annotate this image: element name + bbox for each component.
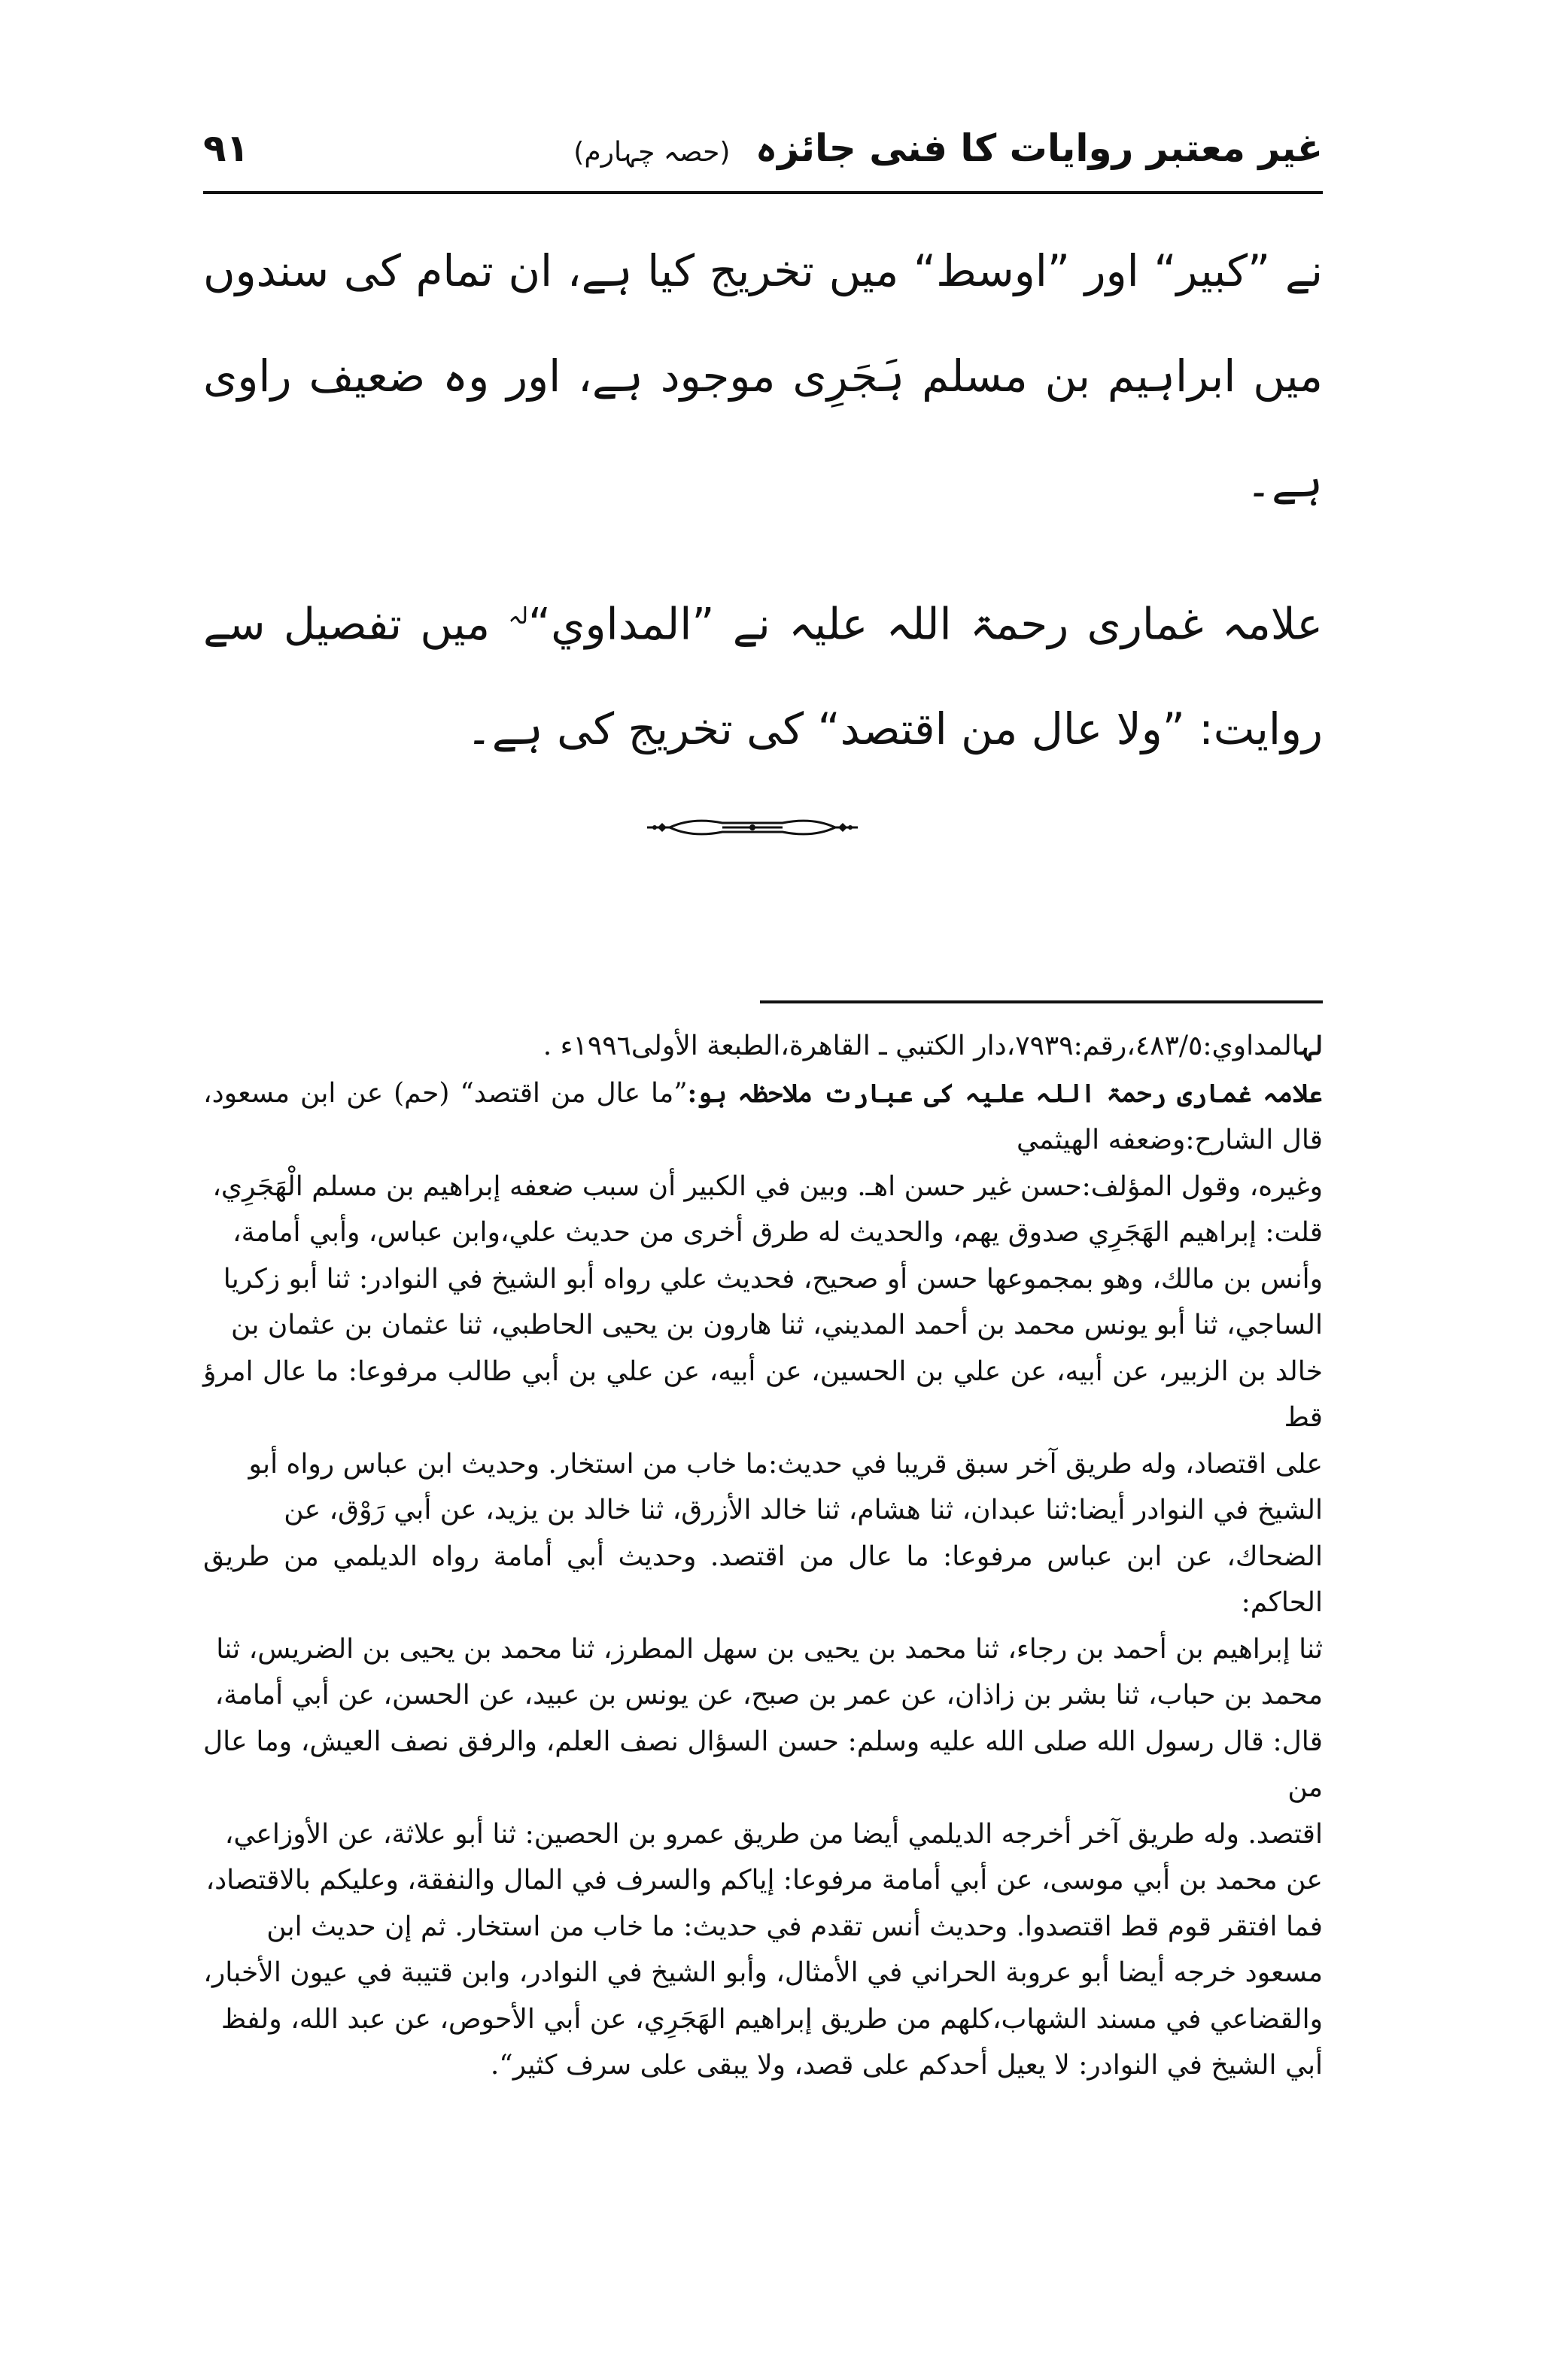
footnote-line: فما افتقر قوم قط اقتصدوا. وحديث أنس تقدم في حديث: ما خاب من استخار. ثم إن حديث ابن [266, 1911, 1323, 1942]
footnote-line: الساجي، ثنا أبو يونس محمد بن أحمد المديني، ثنا هارون بن يحيى الحاطبي، ثنا عثمان بن عثمان بن [231, 1310, 1323, 1340]
footnote-line-1 [203, 1070, 1323, 1164]
footnote-line: الضحاك، عن ابن عباس مرفوعا: ما عال من اقتصد. وحديث أبي أمامة رواه الديلمي من طريق الحاكم: [203, 1541, 1323, 1618]
footnote-citation-mark: لہ [1299, 1031, 1323, 1061]
footnote-line: ثنا إبراهيم بن أحمد بن رجاء، ثنا محمد بن يحيى بن سهل المطرز، ثنا محمد بن يحيى بن الضريس، ثنا [216, 1633, 1323, 1665]
page-number: ۹۱ [203, 126, 250, 170]
footnote-line: وغيره، وقول المؤلف:حسن غير حسن اهـ. وبين في الكبير أن سبب ضعفه إبراهيم بن مسلم الْهَجَرِي، [212, 1170, 1323, 1202]
footnote-divider [760, 1000, 1323, 1003]
footnote-line: اقتصد. وله طريق آخر أخرجه الديلمي أيضا من طريق عمرو بن الحصين: ثنا أبو علاثة، عن الأوزاعي، [224, 1818, 1323, 1850]
footnote-citation [203, 1023, 1323, 1070]
footnote-line: على اقتصاد، وله طريق آخر سبق قريبا في حديث:ما خاب من استخار. وحديث ابن عباس رواه أبو [248, 1448, 1323, 1480]
footnote-quote-start: ”ما عال من اقتصد“ (حم) عن ابن مسعود، قال الشارح:وضعفه الهيثمي [203, 1077, 1323, 1155]
footnote-line: مسعود خرجه أيضا أبو عروبة الحراني في الأمثال، وأبو الشيخ في النوادر، وابن قتيبة في عيون الأخبار، [203, 1957, 1323, 1988]
paragraph-2 [203, 564, 1323, 782]
header-divider [203, 191, 1323, 194]
section-ornament [640, 812, 865, 842]
running-header [203, 126, 1323, 187]
paragraph-2-part-a: علامہ غماری رحمۃ اللہ علیہ نے ”المداوي“ [528, 598, 1324, 650]
header-title [573, 126, 1323, 170]
footnote-line: وأنس بن مالك، وهو بمجموعها حسن أو صحيح، فحديث علي رواه أبو الشيخ في النوادر: ثنا أبو زكريا [223, 1263, 1323, 1295]
footnote-line: قال: قال رسول الله صلى الله عليه وسلم: حسن السؤال نصف العلم، والرفق نصف العيش، وما عال من [203, 1726, 1323, 1803]
paragraph-2-part-b: میں تفصیل سے روایت: ”ولا عال من اقتصد“ کی تخریج کی ہے۔ [203, 598, 1323, 755]
footnote-line: خالد بن الزبير، عن أبيه، عن علي بن الحسين، عن أبيه، عن علي بن أبي طالب مرفوعا: ما عال امرؤ قط [203, 1355, 1323, 1433]
footnote-line: أبي الشيخ في النوادر: لا يعيل أحدكم على قصد، ولا يبقى على سرف كثير“. [490, 2050, 1323, 2081]
footnote-line: عن محمد بن أبي موسى، عن أبي أمامة مرفوعا: إياكم والسرف في المال والنفقة، وعليكم بالاقتصاد، [205, 1865, 1323, 1896]
footnote-line: محمد بن حباب، ثنا بشر بن زاذان، عن عمر بن صبح، عن يونس بن عبيد، عن الحسن، عن أبي أمامة، [214, 1680, 1323, 1711]
footnote-citation-text: المداوي:٤٨٣/٥،رقم:٧٩٣٩،دار الكتبي ـ القاهرة،الطبعة الأولى١٩٩٦ء . [543, 1031, 1300, 1061]
main-text [203, 218, 1323, 812]
footnote-line: الشيخ في النوادر أيضا:ثنا عبدان، ثنا هشام، ثنا خالد الأزرق، ثنا خالد بن يزيد، عن أبي رَوْق، عن [284, 1495, 1323, 1525]
footnote-marker: لہ [508, 603, 529, 630]
footnote-line: والقضاعي في مسند الشهاب،كلهم من طريق إبراهيم الهَجَرِي، عن أبي الأحوص، عن عبد الله، ولفظ [220, 2003, 1323, 2035]
book-title: غیر معتبر روایات کا فنی جائزہ [755, 126, 1323, 170]
footnotes [203, 1023, 1323, 2089]
book-part: (حصہ چہارم) [573, 137, 731, 168]
footnote-lead: علامہ غماری رحمۃ اللہ علیہ کی عبارت ملاحظہ ہو: [687, 1078, 1323, 1109]
footnote-line: قلت: إبراهيم الهَجَرِي صدوق يهم، والحديث له طرق أخرى من حديث علي،وابن عباس، وأبي أمامة، [233, 1217, 1323, 1248]
paragraph-1: نے ”کبیر“ اور ”اوسط“ میں تخریج کیا ہے، ان تمام کی سندوں میں ابراہیم بن مسلم ہَجَرِی موجود ہے، اور وہ ضعیف راوی ہے۔ [203, 245, 1323, 507]
